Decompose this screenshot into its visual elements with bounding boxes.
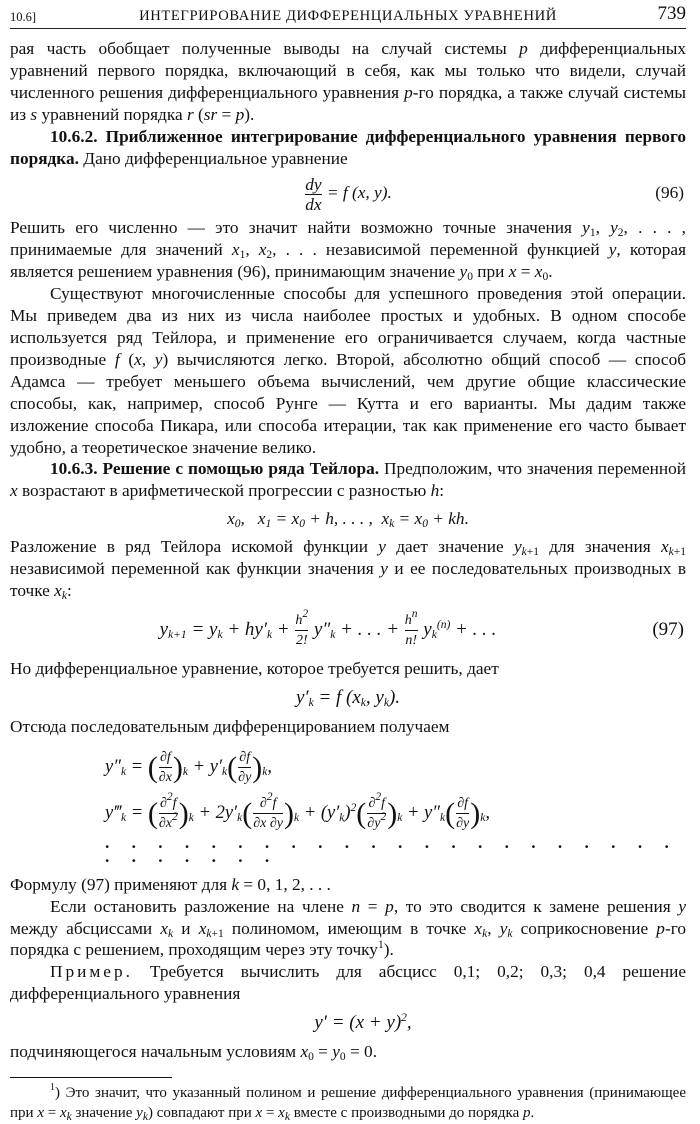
paragraph-taylor: Разложение в ряд Тейлора искомой функции y дает значение $y_{k+1}$ для значения $x_{k+1}$ независимой переменной как функции значения y и ее последовательных производных в точке $x_k$: xyxy=(10,537,686,603)
paragraph-section-10-6-3: 10.6.3. Решение с помощью ряда Тейлора. Предположим, что значения переменной x возрастают в арифметической прогрессии с разностью h: xyxy=(10,459,686,501)
paragraph-methods: Существуют многочисленные способы для успешного проведения этой операции. Мы приведем два из них из числа наиболее простых и удобных. В одном способе используется ряд Тейлора, и применение его ограничивается случаем, когда частные производные f (x, y) вычисляются легко. Второй, абсолютно общий способ — способ Адамса — требует меньшего объема вычислений, чем другие общие классические способы, как, например, способ Рунге — Кутта и его варианты. Мы дадим также изложение способа Пикара, или способа итерации, так как применение его часто бывает удобно, а теоретическое значение велико. xyxy=(10,284,687,457)
paragraph-diffeq: Но дифференциальное уравнение, которое требуется решить, дает xyxy=(10,658,499,678)
page-body xyxy=(10,38,686,1124)
footnote-marker: 1 xyxy=(377,939,384,952)
equation-96: $\frac{dy}{dx}$ = f (x, y). (96) xyxy=(10,169,686,217)
equation-number: (96) xyxy=(655,183,684,203)
running-title: ИНТЕГРИРОВАНИЕ ДИФФЕРЕНЦИАЛЬНЫХ УРАВНЕНИЙ xyxy=(139,8,557,24)
formula-second-derivative: $y''_k$ = ( $\frac{\partial f}{\partial x}$ )$_k + y'_k$( $\frac{\partial f}{\partial y}$ )$_k$, xyxy=(105,750,273,785)
paragraph-numerical: Решить его численно — это значит найти возможно точные значения $y_1$, $y_2$, . . . , принимаемые для значений $x_1$, $x_2$, . . . независимой переменной функцией y, которая является решением уравнения (96), принимающим значение $y_0$ при $x = x_0$. xyxy=(10,218,687,284)
formula-third-derivative: $y‴_k$ = ( $\frac{\partial^2f}{\partial x^2}$ )$_k + 2y'_k$( $\frac{\partial^2f}{\partial x \partial y}$ )$_k + (y'_k)^2$( $\frac{\partial^2f}{\partial y^2}$ )$_k + y''_k$( $\frac{\partial f}{\partial y}$ )$_k$, xyxy=(105,791,490,831)
equation-number: (97) xyxy=(652,618,684,640)
equation-97: $y_{k+1} = y_k + hy'_k$ + $\frac{h^2}{2!}$ $y''_k$ + . . . + $\frac{h^n}{n!}$ $y_k^{(n)}$ + . . . (97) xyxy=(10,602,686,658)
book-page xyxy=(10,0,686,1124)
paragraph-example: Пример. Требуется вычислить для абсцисс 0,1; 0,2; 0,3; 0,4 решение дифференциального уравнения xyxy=(10,962,686,1004)
running-header xyxy=(10,2,686,29)
footnote: $^1$) Это значит, что указанный полином и решение дифференциального уравнения (принимающее при $x = x_k$ значение $y_k$) совпадают при $x = x_k$ вместе с производными до порядка p. xyxy=(10,1082,686,1123)
paragraph-apply: Формулу (97) применяют для k = 0, 1, 2, . . . xyxy=(10,874,331,894)
derivative-formulas xyxy=(105,744,686,836)
paragraph-intro: рая часть обобщает полученные выводы на случай системы p дифференциальных уравнений первого порядка, включающий в себя, как мы только что видели, случай численного решения дифференциального уравнения p-го порядка, а также случай системы из s уравнений порядка r (sr = p). xyxy=(10,39,686,124)
paragraph-differentiation: Отсюда последовательным дифференцированием получаем xyxy=(10,716,450,736)
section-ref: 10.6] xyxy=(10,10,37,24)
paragraph-initial-conditions: подчиняющегося начальным условиям $x_0 = y_0 = 0$. xyxy=(10,1042,378,1064)
section-heading: 10.6.2. Приближенное интегрирование дифференциального уравнения первого порядка. xyxy=(10,126,686,168)
footnote-rule xyxy=(10,1077,172,1078)
example-label: Пример. xyxy=(50,962,133,982)
paragraph-section-10-6-2: 10.6.2. Приближенное интегрирование дифференциального уравнения первого порядка. Дано дифференциальное уравнение xyxy=(10,126,686,168)
page-number: 739 xyxy=(657,3,686,24)
section-heading: 10.6.3. Решение с помощью ряда Тейлора. xyxy=(50,459,380,479)
paragraph-truncate: Если остановить разложение на члене n = p, то это сводится к замене решения y между абсциссами $x_k$ и $x_{k+1}$ полиномом, имеющим в точке $x_k$, $y_k$ соприкосновение p-го порядка с решением, проходящим через эту точку$^1$). xyxy=(10,896,687,960)
equation-progression: $x_0$, $x_1 = x_0 + h$, . . . , $x_k = x_0$ + kh. xyxy=(227,509,469,531)
equation-example: $y' = (x + y)^2$, xyxy=(314,1012,412,1034)
continuation-dots: . . . . . . . . . . . . . . . . . . . . . . . . . . . . . xyxy=(105,832,678,866)
equation-yk-prime: $y'_k = f$ ($x_k$, $y_k$). xyxy=(295,686,401,709)
